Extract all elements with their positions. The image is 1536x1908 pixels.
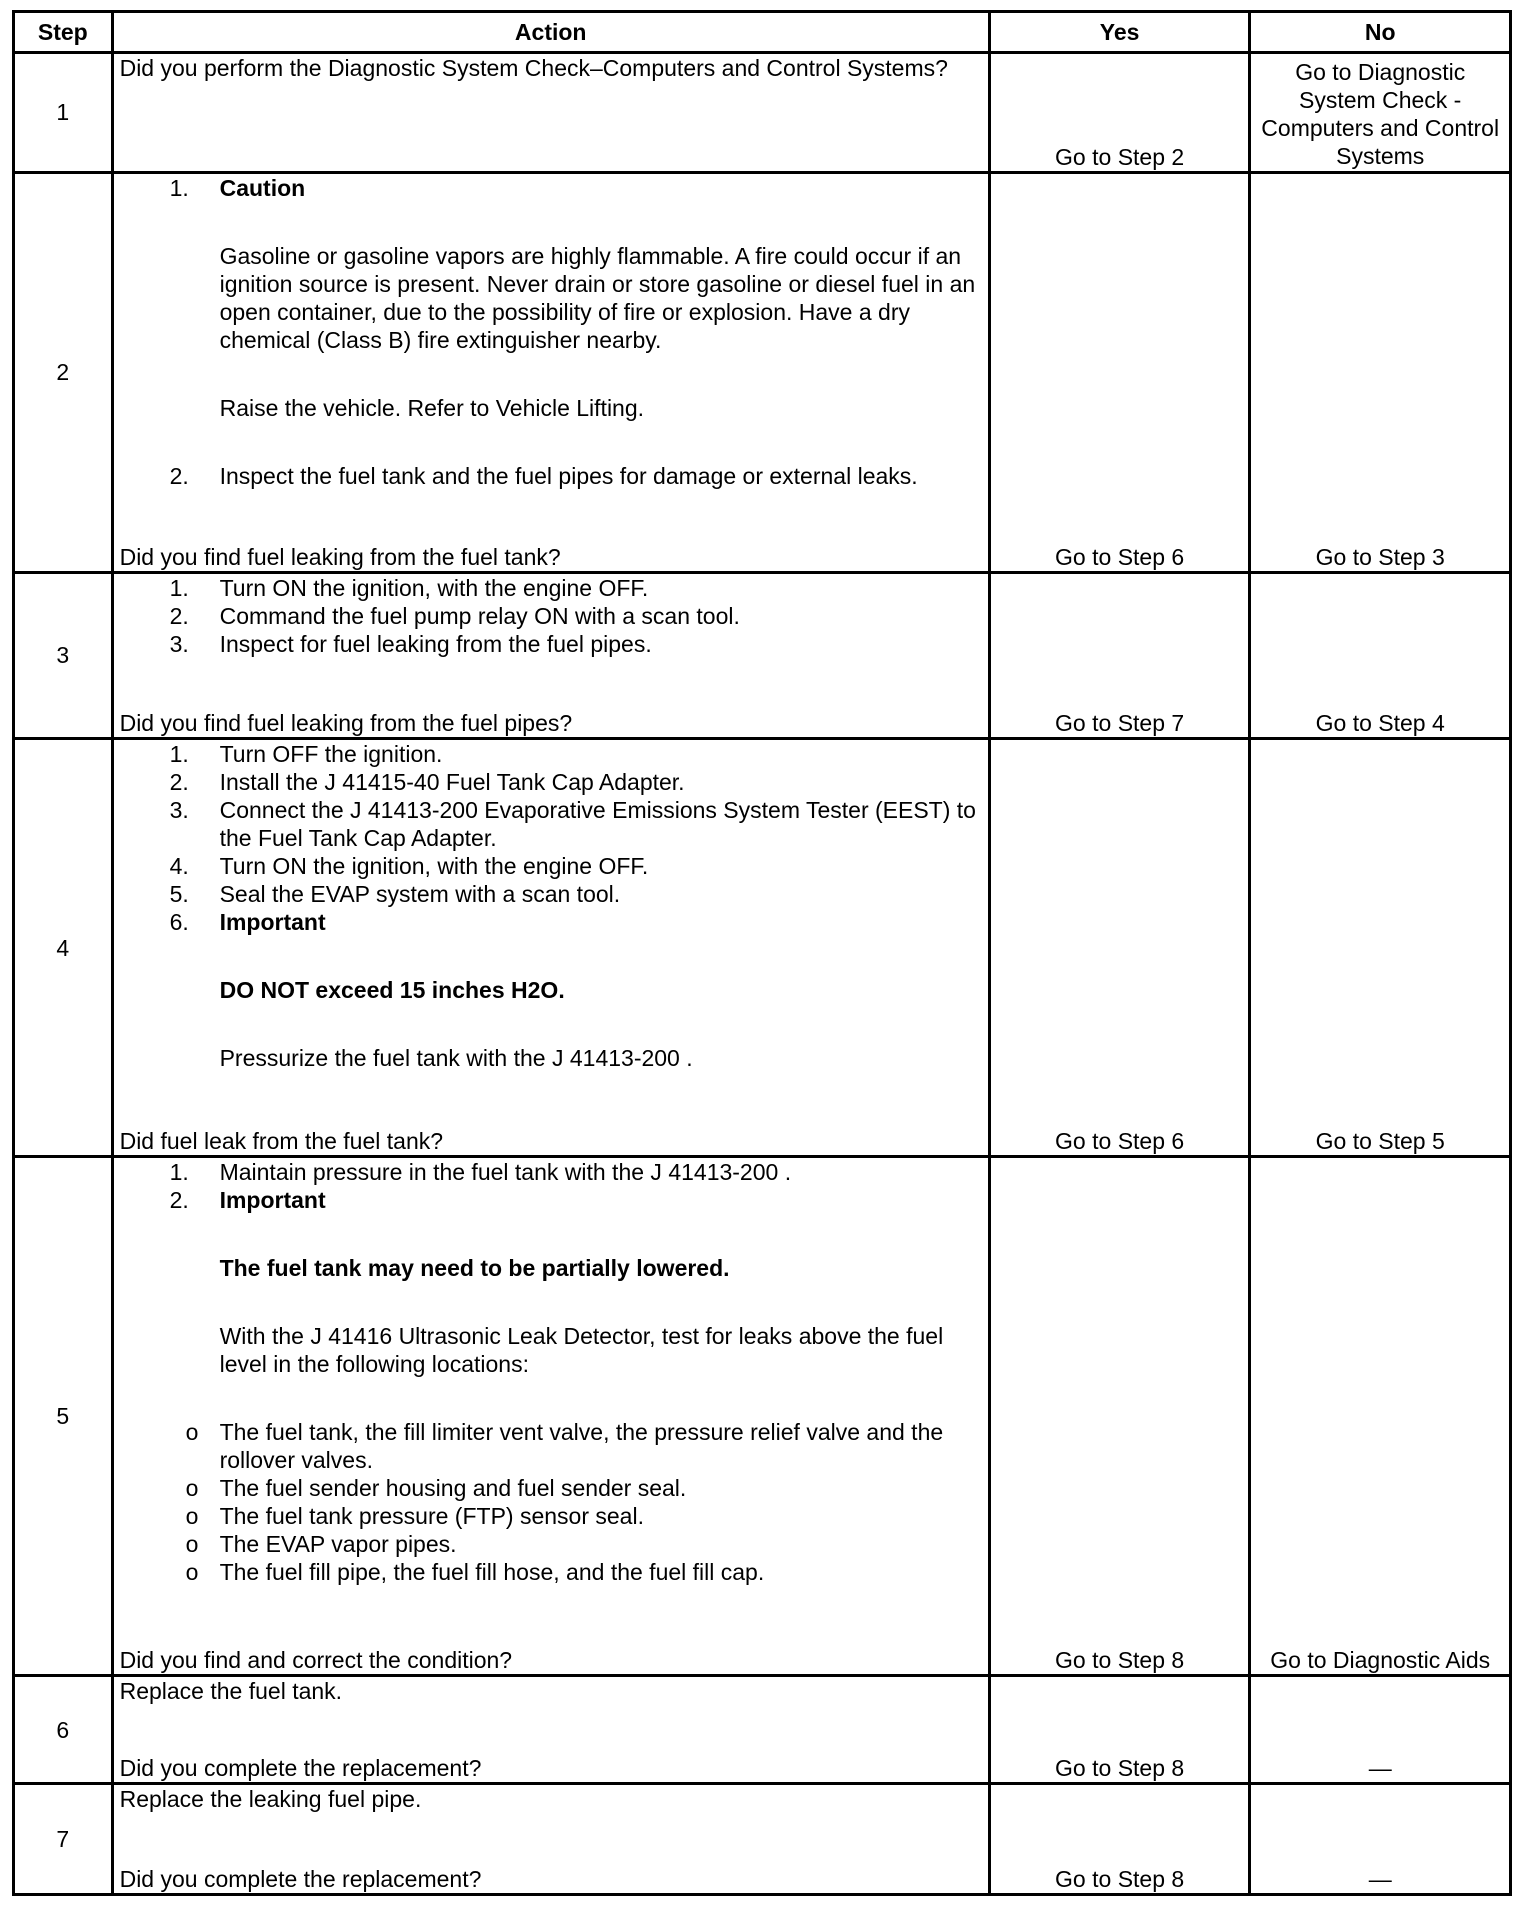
no-cell: — [1250,1784,1511,1895]
action-question: Did you find fuel leaking from the fuel pipes? [119,710,573,737]
item-text: The fuel fill pipe, the fuel fill hose, and the fuel fill cap. [219,1559,765,1586]
list-item [120,1474,982,1502]
important-label: Important [219,1187,326,1214]
item-text: Inspect the fuel tank and the fuel pipes for damage or external leaks. [219,462,918,489]
action-steps [120,1158,982,1418]
yes-cell: Go to Step 8 [989,1784,1250,1895]
bullet-glyph: o [185,1559,199,1586]
step-number: 5 [14,1157,113,1676]
diagnostic-table [12,10,1512,1896]
item-number: 6. [169,909,189,936]
item-number: 2. [169,1187,189,1214]
item-number: 1. [169,1159,189,1186]
step-number: 3 [14,572,113,739]
action-text: Replace the fuel tank. [119,1677,343,1704]
item-text: Raise the vehicle. Refer to Vehicle Lifting. [219,394,645,421]
item-text: The fuel tank pressure (FTP) sensor seal. [219,1503,644,1530]
table-row-step-3 [14,572,1511,739]
action-question: Did you find fuel leaking from the fuel tank? [119,543,561,570]
list-item [120,1418,982,1474]
item-text: Command the fuel pump relay ON with a scan tool. [219,602,740,629]
item-text: The fuel tank, the fill limiter vent valve, the pressure relief valve and the rollover valves. [219,1419,944,1474]
no-cell: Go to Step 4 [1250,572,1511,739]
caution-label: Caution [219,174,306,201]
table-row-step-6 [14,1675,1511,1784]
table-row-step-2 [14,172,1511,572]
action-steps [120,740,982,1072]
list-item [120,796,982,852]
header-row [14,12,1511,53]
item-number: 2. [169,462,189,489]
action-steps [120,574,982,658]
item-text: With the J 41416 Ultrasonic Leak Detector, test for leaks above the fuel level in the following locations: [219,1323,944,1378]
action-cell [112,53,989,173]
yes-cell: Go to Step 6 [989,739,1250,1157]
action-question: Did you find and correct the condition? [119,1646,513,1673]
action-cell [112,739,989,1157]
item-text: Connect the J 41413-200 Evaporative Emissions System Tester (EEST) to the Fuel Tank Cap Adapter. [219,797,976,852]
item-number: 1. [169,574,189,601]
item-text: Turn OFF the ignition. [219,741,443,768]
list-item [120,462,982,490]
list-item [120,1558,982,1586]
item-text: The fuel sender housing and fuel sender seal. [219,1475,687,1502]
list-item [120,852,982,880]
bullet-glyph: o [185,1475,199,1502]
list-item [120,1186,982,1418]
action-cell [112,572,989,739]
action-cell [112,1675,989,1784]
location-list [120,1418,982,1586]
action-cell [112,172,989,572]
action-question: Did fuel leak from the fuel tank? [119,1128,444,1155]
action-question: Did you complete the replacement? [119,1866,482,1892]
yes-cell: Go to Step 8 [989,1157,1250,1676]
item-text: Maintain pressure in the fuel tank with the J 41413-200 . [219,1159,792,1186]
no-cell: Go to Step 3 [1250,172,1511,572]
item-number: 3. [169,797,189,824]
step-number: 4 [14,739,113,1157]
no-cell: Go to Diagnostic System Check - Computers and Control Systems [1250,53,1511,173]
diagnostic-table-container [12,10,1512,1896]
yes-cell: Go to Step 7 [989,572,1250,739]
step-number: 6 [14,1675,113,1784]
action-steps [120,174,982,490]
item-number: 2. [169,769,189,796]
list-item [120,602,982,630]
list-item [120,1502,982,1530]
list-item [120,630,982,658]
table-row-step-1 [14,53,1511,173]
item-text: Pressurize the fuel tank with the J 41413-200 . [219,1045,693,1072]
bullet-glyph: o [185,1531,199,1558]
step-number: 1 [14,53,113,173]
step-number: 7 [14,1784,113,1895]
header-yes: Yes [989,12,1250,53]
list-item [120,1530,982,1558]
yes-cell: Go to Step 8 [989,1675,1250,1784]
list-item [120,768,982,796]
action-question: Did you perform the Diagnostic System Check–Computers and Control Systems? [119,55,948,81]
action-cell [112,1784,989,1895]
list-item [120,880,982,908]
caution-text: Gasoline or gasoline vapors are highly flammable. A fire could occur if an ignition source is present. Never drain or store gasoline or diesel fuel in an open container, due to the possibility of fire or explosion. Have a dry chemical (Class B) fire extinguisher nearby. [219,242,976,353]
list-item [120,574,982,602]
action-question: Did you complete the replacement? [119,1755,482,1782]
list-item [120,1158,982,1186]
item-number: 3. [169,630,189,657]
bullet-glyph: o [185,1503,199,1530]
important-text: The fuel tank may need to be partially lowered. [219,1255,730,1282]
list-item [120,740,982,768]
item-text: The EVAP vapor pipes. [219,1531,457,1558]
item-number: 4. [169,853,189,880]
item-number: 1. [169,741,189,768]
item-text: Seal the EVAP system with a scan tool. [219,881,621,908]
action-cell [112,1157,989,1676]
table-row-step-7 [14,1784,1511,1895]
no-cell: Go to Diagnostic Aids [1250,1157,1511,1676]
list-item [120,174,982,462]
item-number: 5. [169,881,189,908]
action-text: Replace the leaking fuel pipe. [119,1786,422,1813]
list-item [120,908,982,1072]
no-cell: — [1250,1675,1511,1784]
table-row-step-5 [14,1157,1511,1676]
item-text: Install the J 41415-40 Fuel Tank Cap Adapter. [219,769,685,796]
item-text: Turn ON the ignition, with the engine OFF. [219,574,649,601]
bullet-glyph: o [185,1419,199,1446]
item-number: 2. [169,602,189,629]
header-step: Step [14,12,113,53]
important-label: Important [219,909,326,936]
yes-cell: Go to Step 2 [989,53,1250,173]
no-cell: Go to Step 5 [1250,739,1511,1157]
table-row-step-4 [14,739,1511,1157]
item-text: Inspect for fuel leaking from the fuel pipes. [219,630,652,657]
step-number: 2 [14,172,113,572]
header-action: Action [112,12,989,53]
item-text: Turn ON the ignition, with the engine OFF. [219,853,649,880]
important-text: DO NOT exceed 15 inches H2O. [219,977,565,1004]
item-number: 1. [169,174,189,201]
header-no: No [1250,12,1511,53]
yes-cell: Go to Step 6 [989,172,1250,572]
